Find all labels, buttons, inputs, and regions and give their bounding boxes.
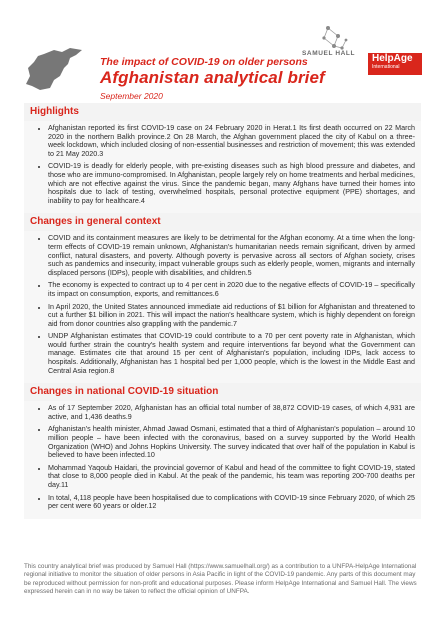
- brief-title: Afghanistan analytical brief: [100, 68, 325, 87]
- list-item: • Afghanistan reported its first COVID-19 case on 24 February 2020 in Herat.1 Its first death occurred on 22 March 2020 in the northern Balkh province.2 On 28 March, the Afghan government placed the city of Kabul on a three-week lockdown, which included closing of non-essential businesses and restriction of movement; this was extended to 21 May 2020.3: [48, 124, 415, 158]
- bullet-list: [24, 231, 421, 381]
- list-item: • In April 2020, the United States announced immediate aid reductions of $1 billion for Afghanistan and threatened to cut a further $1 billion in 2021. This will impact the nation's healthcare system, which is highly dependent on foreign aid from donor countries also grappling with the pandemic.7: [48, 303, 415, 329]
- bullet-list: [24, 121, 421, 211]
- list-item: • The economy is expected to contract up to 4 per cent in 2020 due to the negative effects of COVID-19 – specifically its impact on consumption, exports, and remittances.6: [48, 281, 415, 298]
- brief-content: [24, 103, 421, 519]
- brief-date: September 2020: [100, 91, 163, 101]
- afghanistan-map-icon: [24, 46, 84, 92]
- helpage-logo: [368, 53, 422, 75]
- list-item: • UNDP Afghanistan estimates that COVID-19 could contribute to a 70 per cent poverty rate in Afghanistan, which would further strain the country's health system and require interventions far beyond what the Government can manage. Estimates cite that around 15 per cent of Afghanistan's population, including IDPs, lack access to hospitals. Additionally, Afghanistan has 1 hospital bed per 1,000 people, which is the lowest in the Middle East and Central Asia region.8: [48, 332, 415, 375]
- section-highlights: [24, 103, 421, 213]
- section-general-context: [24, 213, 421, 383]
- helpage-logo-text: HelpAge: [372, 53, 413, 64]
- list-item: • COVID and its containment measures are likely to be detrimental for the Afghan economy. At a time when the long-term effects of COVID-19 remain unknown, Afghanistan's humanitarian needs remain significant, driven by armed conflict, natural disasters, and poverty. Although poverty is pervasive across all sectors of Afghan society, crises such as pandemics and insecurity, impact vulnerable groups such as elderly people, women, migrants and internally displaced persons (IDPs), people with disabilities, and children.5: [48, 234, 415, 277]
- page-header: [0, 0, 445, 104]
- section-national-covid: [24, 383, 421, 519]
- section-heading: Changes in national COVID-19 situation: [24, 383, 421, 401]
- brief-subtitle: The impact of COVID-19 on older persons: [100, 56, 308, 68]
- list-item: • As of 17 September 2020, Afghanistan has an official total number of 38,872 COVID-19 cases, of which 4,931 are active, and 1,436 deaths.9: [48, 404, 415, 421]
- list-item: • Mohammad Yaqoub Haidari, the provincial governor of Kabul and head of the committee to fight COVID-19, stated that close to 8,000 people died in Kabul. At the peak of the pandemic, his team was reporting 200-700 deaths per day.11: [48, 464, 415, 490]
- list-item: • In total, 4,118 people have been hospitalised due to complications with COVID-19 since February 2020, of which 25 per cent were 60 years or older.12: [48, 494, 415, 511]
- samuel-hall-logo-text: SAMUEL HALL: [302, 50, 356, 57]
- footer-note: This country analytical brief was produced by Samuel Hall (https://www.samuelhall.org/) as a contribution to a UNFPA-HelpAge International regional initiative to monitor the situation of older persons in Asia Pacific in light of the COVID-19 pandemic. Any parts of this document may be reproduced without permission for non-profit and educational purposes. Please inform HelpAge International and Samuel Hall. The views expressed herein can in no way be taken to reflect the official opinion of UNFPA.: [24, 563, 417, 596]
- bullet-list: [24, 401, 421, 517]
- section-heading: Changes in general context: [24, 213, 421, 231]
- list-item: • COVID-19 is deadly for elderly people, with pre-existing diseases such as high blood pressure and diabetes, and those who are immuno-compromised. In Afghanistan, people largely rely on home treatments and herbal medicines, which are not effective against the virus. Since the pandemic began, many Afghans have turned their homes into hospitals due to lack of testing, overwhelmed hospitals, personal protective equipment (PPE) shortages, and inability to pay for healthcare.4: [48, 162, 415, 205]
- helpage-logo-subtext: International: [372, 64, 400, 70]
- list-item: • Afghanistan's health minister, Ahmad Jawad Osmani, estimated that a third of Afghanistan's population – around 10 million people – have been infected with the coronavirus, based on a survey supported by the World Health Organization (WHO) and Johns Hopkins University. The survey indicated that over half of the population in Kabul is believed to have been infected.10: [48, 425, 415, 459]
- section-heading: Highlights: [24, 103, 421, 121]
